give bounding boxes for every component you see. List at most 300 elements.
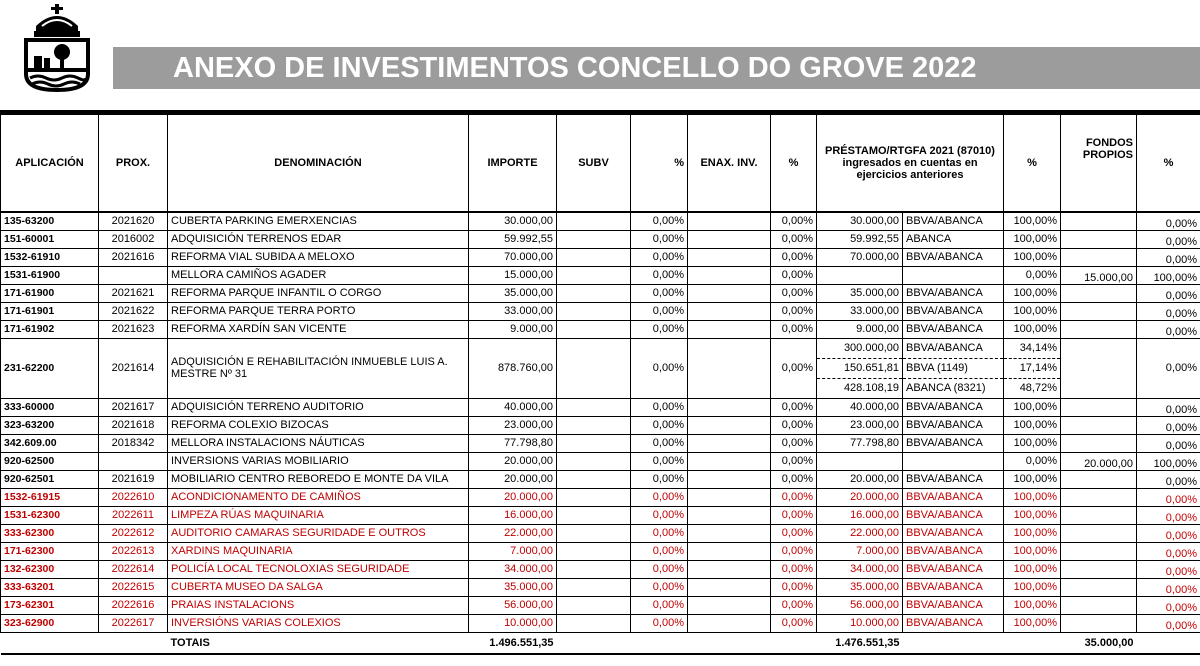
col-enax: ENAX. INV. [688,115,771,213]
prestamo-pct-cell: 100,00% [1004,596,1061,614]
table-row [1,212,1200,230]
enax-pct-cell: 0,00% [771,338,817,398]
prox-cell: 2022610 [99,488,168,506]
fondos-pct-cell: 0,00% [1137,302,1200,320]
split-banco-value: ABANCA (8321) [903,378,1003,398]
prestamo-pct-cell: 0,00% [1004,452,1061,470]
fondos-pct-cell: 0,00% [1137,488,1200,506]
enax-pct-cell: 0,00% [771,470,817,488]
table-row [1,320,1200,338]
subv-pct-cell: 0,00% [631,302,688,320]
table-row [1,542,1200,560]
fondos-cell [1061,230,1137,248]
prox-cell: 2016002 [99,230,168,248]
table-row [1,302,1200,320]
subv-cell [557,398,631,416]
prestamo-pct-cell: 100,00% [1004,212,1061,230]
enax-cell [688,302,771,320]
enax-pct-cell: 0,00% [771,302,817,320]
prox-cell: 2021623 [99,320,168,338]
enax-pct-cell: 0,00% [771,398,817,416]
enax-cell [688,212,771,230]
enax-cell [688,560,771,578]
denominacion-cell: ADQUISICIÓN E REHABILITACIÓN INMUEBLE LUIS A. MESTRE Nº 31 [168,338,469,398]
banco-cell: BBVA/ABANCA [903,614,1004,632]
importe-cell: 56.000,00 [469,596,557,614]
aplicacion-cell: 333-60000 [1,398,99,416]
subv-cell [557,452,631,470]
totals-importe: 1.496.551,35 [469,632,557,654]
enax-pct-cell: 0,00% [771,434,817,452]
subv-pct-cell: 0,00% [631,542,688,560]
enax-cell [688,398,771,416]
table-row [1,488,1200,506]
fondos-cell: 15.000,00 [1061,266,1137,284]
prestamo-pct-cell: 100,00% [1004,506,1061,524]
enax-cell [688,230,771,248]
subv-pct-cell: 0,00% [631,284,688,302]
fondos-cell [1061,212,1137,230]
fondos-pct-cell: 100,00% [1137,452,1200,470]
fondos-pct-cell: 0,00% [1137,542,1200,560]
aplicacion-cell: 323-62900 [1,614,99,632]
prestamo-pct-cell: 100,00% [1004,248,1061,266]
banco-cell: BBVA/ABANCA [903,596,1004,614]
table-row [1,560,1200,578]
denominacion-cell: LIMPEZA RÚAS MAQUINARIA [168,506,469,524]
enax-pct-cell: 0,00% [771,578,817,596]
prestamo-cell: 10.000,00 [817,614,903,632]
subv-pct-cell: 0,00% [631,506,688,524]
split-pct-cell [1004,338,1061,398]
fondos-pct-cell: 0,00% [1137,284,1200,302]
enax-pct-cell: 0,00% [771,266,817,284]
importe-cell: 77.798,80 [469,434,557,452]
table-row [1,452,1200,470]
enax-cell [688,524,771,542]
fondos-pct-cell: 0,00% [1137,416,1200,434]
prestamo-pct-cell: 100,00% [1004,398,1061,416]
denominacion-cell: ACONDICIONAMENTO DE CAMIÑOS [168,488,469,506]
importe-cell: 22.000,00 [469,524,557,542]
fondos-cell [1061,542,1137,560]
enax-pct-cell: 0,00% [771,284,817,302]
prox-cell: 2021614 [99,338,168,398]
subv-cell [557,302,631,320]
prox-cell: 2021617 [99,398,168,416]
table-row [1,398,1200,416]
document-title: ANEXO DE INVESTIMENTOS CONCELLO DO GROVE 2022 [113,47,1200,89]
fondos-pct-cell: 0,00% [1137,560,1200,578]
fondos-cell: 20.000,00 [1061,452,1137,470]
denominacion-cell: INVERSIÓNS VARIAS COLEXIOS [168,614,469,632]
fondos-cell [1061,338,1137,398]
enax-cell [688,614,771,632]
prox-cell: 2022617 [99,614,168,632]
fondos-cell [1061,398,1137,416]
importe-cell: 70.000,00 [469,248,557,266]
col-importe: IMPORTE [469,115,557,213]
subv-cell [557,506,631,524]
prox-cell [99,266,168,284]
enax-cell [688,434,771,452]
col-denominacion: DENOMINACIÓN [168,115,469,213]
subv-cell [557,578,631,596]
prestamo-cell: 70.000,00 [817,248,903,266]
subv-pct-cell: 0,00% [631,524,688,542]
table-row [1,416,1200,434]
prox-cell: 2022613 [99,542,168,560]
subv-cell [557,284,631,302]
enax-pct-cell: 0,00% [771,506,817,524]
prox-cell: 2022615 [99,578,168,596]
totals-fondos: 35.000,00 [1061,632,1137,654]
col-prestamo-pct: % [1004,115,1061,213]
subv-pct-cell: 0,00% [631,452,688,470]
importe-cell: 9.000,00 [469,320,557,338]
prox-cell [99,452,168,470]
banco-cell: BBVA/ABANCA [903,488,1004,506]
prestamo-cell [817,266,903,284]
prox-cell: 2021620 [99,212,168,230]
split-banco-value: BBVA/ABANCA [906,341,983,354]
prestamo-pct-cell: 100,00% [1004,470,1061,488]
subv-cell [557,596,631,614]
importe-cell: 10.000,00 [469,614,557,632]
prestamo-cell: 40.000,00 [817,398,903,416]
prestamo-cell [817,452,903,470]
fondos-cell [1061,470,1137,488]
importe-cell: 20.000,00 [469,488,557,506]
prox-cell: 2021622 [99,302,168,320]
split-banco-value: BBVA (1149) [903,358,1003,378]
table-row [1,506,1200,524]
split-pct-value: 17,14% [1004,358,1060,378]
aplicacion-cell: 920-62501 [1,470,99,488]
subv-cell [557,488,631,506]
enax-cell [688,596,771,614]
split-prestamo-value: 150.651,81 [817,358,902,378]
enax-pct-cell: 0,00% [771,524,817,542]
banco-cell: BBVA/ABANCA [903,470,1004,488]
subv-pct-cell: 0,00% [631,470,688,488]
col-fondos-pct: % [1137,115,1200,213]
importe-cell: 35.000,00 [469,578,557,596]
prestamo-cell: 9.000,00 [817,320,903,338]
table-row [1,524,1200,542]
enax-cell [688,470,771,488]
subv-pct-cell: 0,00% [631,212,688,230]
aplicacion-cell: 333-62300 [1,524,99,542]
banco-cell: BBVA/ABANCA [903,506,1004,524]
denominacion-cell: MOBILIARIO CENTRO REBOREDO E MONTE DA VILA [168,470,469,488]
split-prestamo-cell [817,338,903,398]
denominacion-cell: REFORMA PARQUE INFANTIL O CORGO [168,284,469,302]
prestamo-pct-cell: 100,00% [1004,302,1061,320]
subv-cell [557,338,631,398]
subv-pct-cell: 0,00% [631,398,688,416]
prestamo-cell: 56.000,00 [817,596,903,614]
subv-cell [557,614,631,632]
importe-cell: 23.000,00 [469,416,557,434]
prestamo-pct-cell: 100,00% [1004,488,1061,506]
fondos-cell [1061,302,1137,320]
importe-cell: 35.000,00 [469,284,557,302]
col-prox: PROX. [99,115,168,213]
table-row [1,434,1200,452]
banco-cell: BBVA/ABANCA [903,398,1004,416]
subv-cell [557,470,631,488]
prestamo-cell: 59.992,55 [817,230,903,248]
fondos-pct-cell: 100,00% [1137,266,1200,284]
prestamo-cell: 23.000,00 [817,416,903,434]
subv-cell [557,524,631,542]
subv-pct-cell: 0,00% [631,488,688,506]
prestamo-cell: 20.000,00 [817,488,903,506]
enax-cell [688,488,771,506]
importe-cell: 878.760,00 [469,338,557,398]
importe-cell: 59.992,55 [469,230,557,248]
prestamo-pct-cell: 100,00% [1004,542,1061,560]
subv-pct-cell: 0,00% [631,560,688,578]
fondos-pct-cell: 0,00% [1137,506,1200,524]
col-subv: SUBV [557,115,631,213]
banco-cell: ABANCA [903,230,1004,248]
banco-cell: BBVA/ABANCA [903,560,1004,578]
banco-cell: BBVA/ABANCA [903,542,1004,560]
fondos-cell [1061,434,1137,452]
investments-table [0,114,1200,655]
enax-cell [688,416,771,434]
denominacion-cell: CUBERTA PARKING EMERXENCIAS [168,212,469,230]
subv-cell [557,416,631,434]
split-pct-value: 48,72% [1004,378,1060,398]
table-row [1,248,1200,266]
table-row [1,578,1200,596]
table-row [1,596,1200,614]
enax-pct-cell: 0,00% [771,596,817,614]
aplicacion-cell: 171-62300 [1,542,99,560]
banco-cell [903,452,1004,470]
importe-cell: 20.000,00 [469,452,557,470]
enax-cell [688,338,771,398]
header-row [1,115,1200,213]
prox-cell: 2022614 [99,560,168,578]
fondos-cell [1061,578,1137,596]
banco-cell: BBVA/ABANCA [903,212,1004,230]
fondos-pct-cell: 0,00% [1137,434,1200,452]
subv-cell [557,560,631,578]
aplicacion-cell: 132-62300 [1,560,99,578]
aplicacion-cell: 231-62200 [1,338,99,398]
enax-cell [688,542,771,560]
subv-pct-cell: 0,00% [631,614,688,632]
fondos-cell [1061,596,1137,614]
denominacion-cell: MELLORA CAMIÑOS AGADER [168,266,469,284]
fondos-pct-cell: 0,00% [1137,578,1200,596]
importe-cell: 30.000,00 [469,212,557,230]
aplicacion-cell: 342.609.00 [1,434,99,452]
split-banco-cell [903,338,1004,398]
enax-pct-cell: 0,00% [771,212,817,230]
prestamo-cell: 30.000,00 [817,212,903,230]
subv-pct-cell: 0,00% [631,230,688,248]
enax-pct-cell: 0,00% [771,488,817,506]
subv-pct-cell: 0,00% [631,416,688,434]
fondos-cell [1061,614,1137,632]
prestamo-pct-cell: 100,00% [1004,416,1061,434]
prox-cell: 2022611 [99,506,168,524]
fondos-cell [1061,320,1137,338]
banco-cell: BBVA/ABANCA [903,524,1004,542]
council-coat-of-arms-icon [22,4,92,92]
denominacion-cell: AUDITORIO CAMARAS SEGURIDADE E OUTROS [168,524,469,542]
aplicacion-cell: 171-61901 [1,302,99,320]
fondos-cell [1061,524,1137,542]
subv-cell [557,248,631,266]
denominacion-cell: PRAIAS INSTALACIONS [168,596,469,614]
subv-pct-cell: 0,00% [631,434,688,452]
totals-label: TOTAIS [168,632,469,654]
fondos-cell [1061,488,1137,506]
fondos-pct-cell: 0,00% [1137,470,1200,488]
prestamo-pct-cell: 100,00% [1004,578,1061,596]
aplicacion-cell: 173-62301 [1,596,99,614]
table-row [1,614,1200,632]
enax-pct-cell: 0,00% [771,248,817,266]
subv-pct-cell: 0,00% [631,266,688,284]
enax-cell [688,284,771,302]
enax-cell [688,578,771,596]
denominacion-cell: CUBERTA MUSEO DA SALGA [168,578,469,596]
subv-cell [557,230,631,248]
fondos-pct-cell: 0,00% [1137,338,1200,398]
banco-cell: BBVA/ABANCA [903,416,1004,434]
aplicacion-cell: 1531-62300 [1,506,99,524]
fondos-pct-cell: 0,00% [1137,212,1200,230]
totals-row [1,632,1200,654]
fondos-pct-cell: 0,00% [1137,248,1200,266]
prestamo-cell: 35.000,00 [817,578,903,596]
subv-pct-cell: 0,00% [631,596,688,614]
table-row [1,284,1200,302]
fondos-cell [1061,416,1137,434]
aplicacion-cell: 151-60001 [1,230,99,248]
fondos-pct-cell: 0,00% [1137,320,1200,338]
fondos-pct-cell: 0,00% [1137,614,1200,632]
prox-cell: 2022616 [99,596,168,614]
prestamo-cell: 20.000,00 [817,470,903,488]
enax-pct-cell: 0,00% [771,416,817,434]
enax-pct-cell: 0,00% [771,230,817,248]
prox-cell: 2021616 [99,248,168,266]
col-fondos: FONDOS PROPIOS [1061,115,1137,213]
prestamo-cell: 22.000,00 [817,524,903,542]
prox-cell: 2022612 [99,524,168,542]
importe-cell: 7.000,00 [469,542,557,560]
importe-cell: 20.000,00 [469,470,557,488]
denominacion-cell: REFORMA PARQUE TERRA PORTO [168,302,469,320]
fondos-pct-cell: 0,00% [1137,524,1200,542]
prestamo-cell: 77.798,80 [817,434,903,452]
prestamo-pct-cell: 100,00% [1004,524,1061,542]
enax-cell [688,452,771,470]
aplicacion-cell: 920-62500 [1,452,99,470]
enax-pct-cell: 0,00% [771,542,817,560]
split-prestamo-value: 300.000,00 [843,341,899,354]
prox-cell: 2021621 [99,284,168,302]
split-prestamo-value: 428.108,19 [817,378,902,398]
prox-cell: 2021618 [99,416,168,434]
denominacion-cell: INVERSIONS VARIAS MOBILIARIO [168,452,469,470]
aplicacion-cell: 171-61902 [1,320,99,338]
col-aplicacion: APLICACIÓN [1,115,99,213]
denominacion-cell: XARDINS MAQUINARIA [168,542,469,560]
prestamo-pct-cell: 100,00% [1004,560,1061,578]
col-subv-pct: % [631,115,688,213]
fondos-cell [1061,248,1137,266]
prestamo-cell: 33.000,00 [817,302,903,320]
prestamo-cell: 16.000,00 [817,506,903,524]
subv-cell [557,434,631,452]
importe-cell: 16.000,00 [469,506,557,524]
prestamo-cell: 34.000,00 [817,560,903,578]
prox-cell: 2021619 [99,470,168,488]
denominacion-cell: REFORMA VIAL SUBIDA A MELOXO [168,248,469,266]
fondos-cell [1061,560,1137,578]
aplicacion-cell: 333-63201 [1,578,99,596]
fondos-pct-cell: 0,00% [1137,596,1200,614]
banco-cell: BBVA/ABANCA [903,248,1004,266]
banco-cell [903,266,1004,284]
enax-cell [688,506,771,524]
prestamo-pct-cell: 100,00% [1004,434,1061,452]
subv-pct-cell: 0,00% [631,320,688,338]
subv-cell [557,212,631,230]
banco-cell: BBVA/ABANCA [903,578,1004,596]
prestamo-pct-cell: 100,00% [1004,614,1061,632]
aplicacion-cell: 1531-61900 [1,266,99,284]
banco-cell: BBVA/ABANCA [903,284,1004,302]
enax-cell [688,266,771,284]
denominacion-cell: ADQUISICIÓN TERRENOS EDAR [168,230,469,248]
split-pct-value: 34,14% [1019,341,1057,354]
banco-cell: BBVA/ABANCA [903,434,1004,452]
aplicacion-cell: 1532-61915 [1,488,99,506]
importe-cell: 34.000,00 [469,560,557,578]
prestamo-pct-cell: 100,00% [1004,320,1061,338]
table-row [1,470,1200,488]
aplicacion-cell: 135-63200 [1,212,99,230]
subv-pct-cell: 0,00% [631,248,688,266]
enax-pct-cell: 0,00% [771,560,817,578]
totals-prestamo: 1.476.551,35 [817,632,903,654]
importe-cell: 33.000,00 [469,302,557,320]
aplicacion-cell: 1532-61910 [1,248,99,266]
denominacion-cell: REFORMA XARDÍN SAN VICENTE [168,320,469,338]
table-row [1,266,1200,284]
subv-cell [557,542,631,560]
aplicacion-cell: 171-61900 [1,284,99,302]
subv-cell [557,320,631,338]
enax-cell [688,248,771,266]
subv-cell [557,266,631,284]
prox-cell: 2018342 [99,434,168,452]
enax-cell [688,320,771,338]
denominacion-cell: ADQUISICIÓN TERRENO AUDITORIO [168,398,469,416]
fondos-pct-cell: 0,00% [1137,230,1200,248]
prestamo-pct-cell: 100,00% [1004,284,1061,302]
